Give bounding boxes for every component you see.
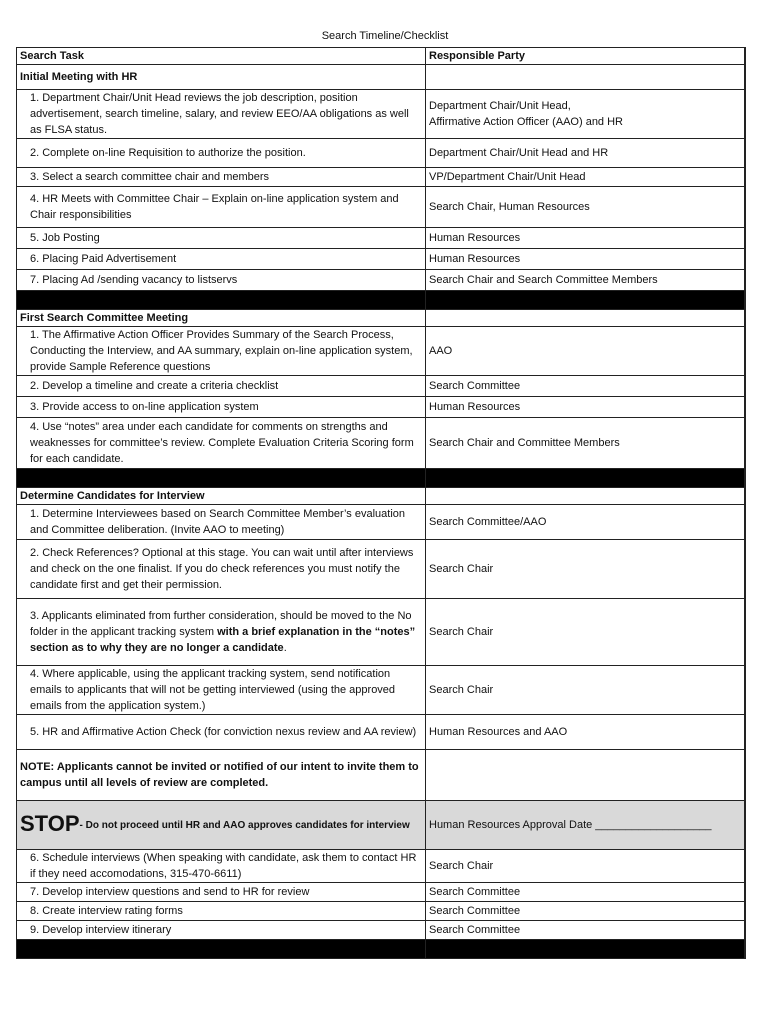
party-cell: Search Committee xyxy=(426,883,746,902)
table-row xyxy=(17,418,746,469)
party-cell: Search Chair xyxy=(426,540,746,599)
task-text: 2. Develop a timeline and create a criteria checklist xyxy=(30,380,279,392)
party-cell: Search Chair and Search Committee Members xyxy=(426,270,746,291)
task-cell xyxy=(17,921,426,940)
task-cell xyxy=(17,90,426,139)
party-cell: Human Resources xyxy=(426,228,746,249)
table-row xyxy=(17,883,746,902)
task-cell xyxy=(17,187,426,228)
task-text: 1. Department Chair/Unit Head reviews the job description, position advertisement, search timeline, salary, and review EEO/AA obligations as well as FLSA status. xyxy=(30,92,409,136)
task-text: 6. Placing Paid Advertisement xyxy=(30,253,177,265)
party-cell: Human Resources xyxy=(426,249,746,270)
page-title: Search Timeline/Checklist xyxy=(321,30,449,42)
task-text: 3. Provide access to on-line application system xyxy=(30,401,259,413)
note-row xyxy=(17,750,746,801)
party-cell: Human Resources and AAO xyxy=(426,715,746,750)
party-cell: Search Chair and Committee Members xyxy=(426,418,746,469)
task-text: 1. Determine Interviewees based on Search Committee Member’s evaluation and Committee deliberation. (Invite AAO to meeting) xyxy=(30,508,405,536)
stop-row xyxy=(17,801,746,850)
section-title: Determine Candidates for Interview xyxy=(17,488,426,505)
header-responsible-party: Responsible Party xyxy=(426,48,746,65)
task-text: 4. Use “notes” area under each candidate for comments on strengths and weaknesses for committee’s review. Complete Evaluation Criteria Scoring form for each candidate. xyxy=(30,421,414,465)
task-cell xyxy=(17,418,426,469)
task-text: 5. HR and Affirmative Action Check (for conviction nexus review and AA review) xyxy=(30,726,417,738)
checklist-table xyxy=(16,47,746,959)
task-cell xyxy=(17,883,426,902)
table-header-row xyxy=(17,48,746,65)
task-cell xyxy=(17,397,426,418)
section-divider xyxy=(17,469,746,488)
table-row xyxy=(17,187,746,228)
task-text: 7. Develop interview questions and send to HR for review xyxy=(30,886,310,898)
task-text: 8. Create interview rating forms xyxy=(30,905,183,917)
section-divider xyxy=(17,291,746,310)
table-row xyxy=(17,376,746,397)
stop-cell xyxy=(17,801,426,850)
party-cell: Search Committee xyxy=(426,921,746,940)
task-cell xyxy=(17,599,426,666)
table-row xyxy=(17,505,746,540)
table-row xyxy=(17,168,746,187)
task-cell xyxy=(17,666,426,715)
table-row xyxy=(17,228,746,249)
party-text: Department Chair/Unit Head, xyxy=(429,100,571,112)
table-row xyxy=(17,715,746,750)
table-row xyxy=(17,270,746,291)
task-text: 1. The Affirmative Action Officer Provides Summary of the Search Process, Conducting the Interview, and AA summary, explain on-line application system, provide Sample Reference questions xyxy=(30,329,413,373)
party-cell: Search Chair xyxy=(426,599,746,666)
party-cell: Search Committee xyxy=(426,376,746,397)
table-row xyxy=(17,850,746,883)
section-heading-row xyxy=(17,65,746,90)
task-text: 6. Schedule interviews (When speaking with candidate, ask them to contact HR if they need accomodations, 315-470-6611) xyxy=(30,852,417,880)
task-text: 9. Develop interview itinerary xyxy=(30,924,172,936)
task-cell xyxy=(17,327,426,376)
task-cell xyxy=(17,850,426,883)
task-text: 4. Where applicable, using the applicant tracking system, send notification emails to applicants that will not be getting interviewed (using the approved emails from the application system.) xyxy=(30,668,396,712)
task-cell xyxy=(17,540,426,599)
task-text: 5. Job Posting xyxy=(30,232,100,244)
emphasis-text: with a brief explanation in the “notes” section as to why they are no longer a candidate xyxy=(30,626,416,654)
section-divider xyxy=(17,940,746,959)
task-cell xyxy=(17,715,426,750)
party-cell: Search Committee/AAO xyxy=(426,505,746,540)
table-row xyxy=(17,921,746,940)
table-row xyxy=(17,599,746,666)
party-cell: Search Committee xyxy=(426,902,746,921)
task-text: 2. Complete on-line Requisition to authorize the position. xyxy=(30,147,306,159)
section-title: Initial Meeting with HR xyxy=(17,65,426,90)
task-text: 7. Placing Ad /sending vacancy to listservs xyxy=(30,274,238,286)
section-heading-row xyxy=(17,310,746,327)
party-cell: Human Resources xyxy=(426,397,746,418)
task-cell xyxy=(17,249,426,270)
header-search-task: Search Task xyxy=(17,48,426,65)
section-heading-row xyxy=(17,488,746,505)
section-title: First Search Committee Meeting xyxy=(17,310,426,327)
table-row xyxy=(17,540,746,599)
party-cell: Search Chair, Human Resources xyxy=(426,187,746,228)
task-cell xyxy=(17,902,426,921)
task-cell xyxy=(17,505,426,540)
task-text: 3. Applicants eliminated from further consideration, should be moved to the No folder in the applicant tracking system with a brief explanation in the “notes” section as to why they are no longer a candidate. xyxy=(30,610,416,654)
stop-warning: - Do not proceed until HR and AAO approves candidates for interview xyxy=(79,820,410,831)
party-cell: Department Chair/Unit Head and HR xyxy=(426,139,746,168)
table-row xyxy=(17,327,746,376)
task-text: 2. Check References? Optional at this stage. You can wait until after interviews and check on the one finalist. If you do check references you must notify the candidate first and get their permission. xyxy=(30,547,414,591)
task-cell xyxy=(17,228,426,249)
party-cell: Search Chair xyxy=(426,666,746,715)
table-row xyxy=(17,397,746,418)
party-cell: Search Chair xyxy=(426,850,746,883)
approval-date-field: Human Resources Approval Date ___________________ xyxy=(426,801,746,850)
note-text: NOTE: Applicants cannot be invited or notified of our intent to invite them to campus until all levels of review are completed. xyxy=(17,750,426,801)
task-text: 4. HR Meets with Committee Chair – Explain on-line application system and Chair responsibilities xyxy=(30,193,399,221)
party-cell: AAO xyxy=(426,327,746,376)
party-cell xyxy=(426,90,746,139)
stop-label: STOP xyxy=(20,811,80,836)
task-cell xyxy=(17,270,426,291)
task-cell xyxy=(17,376,426,397)
task-cell xyxy=(17,139,426,168)
table-row xyxy=(17,249,746,270)
table-row xyxy=(17,666,746,715)
table-row xyxy=(17,90,746,139)
party-text: Affirmative Action Officer (AAO) and HR xyxy=(429,116,623,128)
task-cell xyxy=(17,168,426,187)
task-text: 3. Select a search committee chair and members xyxy=(30,171,270,183)
table-row xyxy=(17,902,746,921)
party-cell: VP/Department Chair/Unit Head xyxy=(426,168,746,187)
table-row xyxy=(17,139,746,168)
